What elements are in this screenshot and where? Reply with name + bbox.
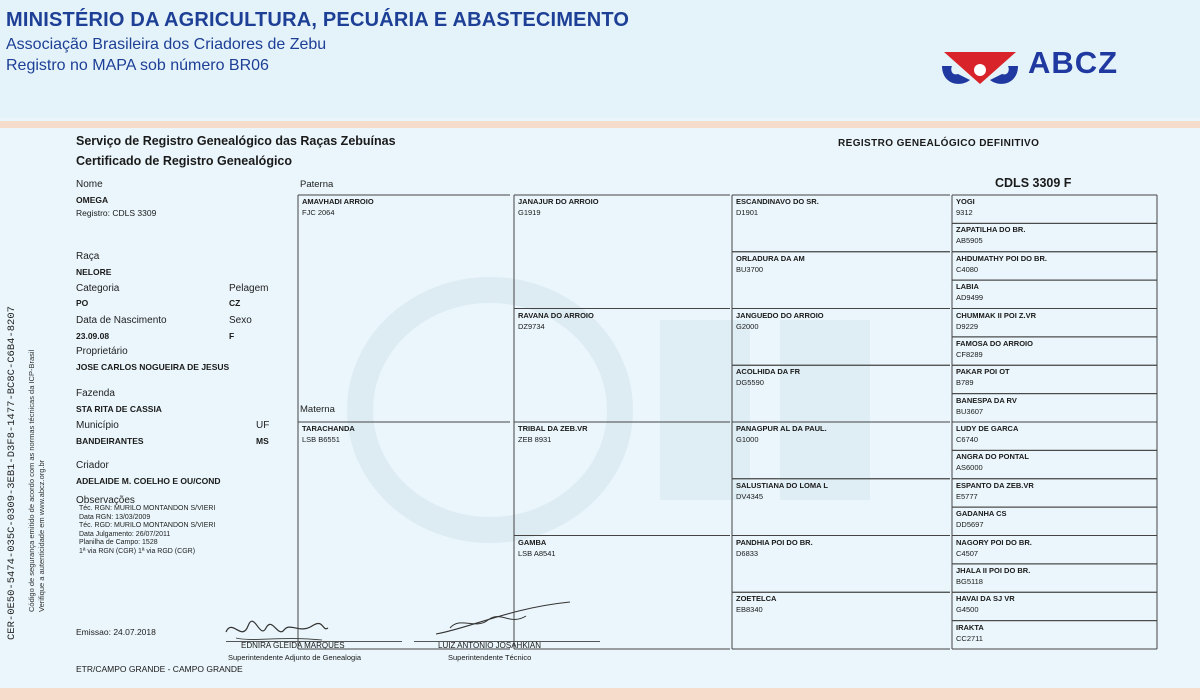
paterna-label: Paterna [300,179,334,190]
proprietario-label: Proprietário [76,346,128,357]
footer-unit: ETR/CAMPO GRANDE - CAMPO GRANDE [76,664,243,674]
ancestor-registry: ZEB 8931 [518,435,552,444]
ancestor-name: AHDUMATHY POI DO BR. [956,253,1047,263]
ancestor-registry: G1000 [736,435,759,444]
observation-line: Téc. RGN: MURILO MONTANDON S/VIERI [79,505,216,512]
ancestor-name: NAGORY POI DO BR. [956,537,1032,547]
municipio-value: BANDEIRANTES [76,436,144,446]
ancestor-name: ESPANTO DA ZEB.VR [956,480,1034,490]
ancestor-name: ZAPATILHA DO BR. [956,225,1026,235]
emission-date: Emissao: 24.07.2018 [76,627,156,637]
ancestor-name: YOGI [956,197,975,206]
ancestor-registry: FJC 2064 [302,208,335,217]
observacoes-label: Observações [76,495,135,506]
pedigree-entry [952,223,1157,251]
ancestor-name: TARACHANDA [302,424,355,433]
pelagem-label: Pelagem [229,283,269,294]
ancestor-name: GAMBA [518,537,547,547]
observation-line: Planilha de Campo: 1528 [79,539,158,547]
abcz-emblem-icon [940,44,1020,88]
ancestor-registry: BG5118 [956,576,983,586]
ancestor-registry: BU3700 [736,264,764,274]
pedigree-entry [514,422,730,536]
ancestor-name: CHUMMAK II POI Z.VR [956,310,1036,320]
service-title: Serviço de Registro Genealógico das Raças Zebuínas [76,134,396,148]
pedigree-entry [952,507,1157,535]
ancestor-name: LABIA [956,282,979,292]
security-note-2: Verifique a autenticidade em www.abcz.org.br [37,459,46,612]
raca-value: NELORE [76,267,112,277]
nascimento-value: 23.09.08 [76,331,110,341]
pedigree-entry [952,337,1157,365]
pedigree-entry [514,309,730,423]
ancestor-name: PAKAR POI OT [956,367,1010,377]
header-banner [0,0,1200,118]
pedigree-entry [732,252,950,309]
nome-label: Nome [76,179,103,190]
sexo-label: Sexo [229,315,252,326]
pedigree-entry [732,479,950,536]
pedigree-entry [952,252,1157,280]
ancestor-registry: G1919 [518,208,541,217]
pedigree-entry [952,309,1157,337]
pedigree-entry [732,365,950,422]
ancestor-registry: D1901 [736,208,759,217]
certificate-title: Certificado de Registro Genealógico [76,154,293,168]
criador-value: ADELAIDE M. COELHO E OU/COND [76,476,221,486]
signatory-1-role: Superintendente Adjunto de Genealogia [228,653,362,662]
ancestor-name: JHALA II POI DO BR. [956,565,1031,575]
ancestor-name: ANGRA DO PONTAL [956,452,1029,462]
ancestor-registry: C6740 [956,435,979,444]
ancestor-name: FAMOSA DO ARROIO [956,338,1033,348]
ancestor-registry: CF8289 [956,349,983,359]
signatory-2-name: LUIZ ANTONIO JOSAHKIAN [438,641,541,650]
ministry-title: MINISTÉRIO DA AGRICULTURA, PECUÁRIA E ABASTECIMENTO [6,9,630,31]
pedigree-entry [298,195,510,422]
ancestor-registry: B789 [956,378,974,388]
security-note-1: Código de segurança emitido de acordo com as normas técnicas da ICP-Brasil [27,349,36,612]
ancestor-name: LUDY DE GARCA [956,424,1019,433]
proprietario-value: JOSE CARLOS NOGUEIRA DE JESUS [76,362,230,372]
pedigree-entry [952,394,1157,422]
observation-line: Data RGN: 13/03/2009 [79,513,151,521]
security-code: CER-0E50-5474-035C-0309-3EB1-D3F8-1477-BC8C-C6B4-8207 [6,306,18,640]
registro-value: Registro: CDLS 3309 [76,208,157,218]
observation-line: Téc. RGD: MURILO MONTANDON S/VIERI [79,522,216,530]
pedigree-entry [298,422,510,649]
ancestor-name: JANGUEDO DO ARROIO [736,310,824,320]
pedigree-entry [732,195,950,252]
ancestor-name: AMAVHADI ARROIO [302,197,374,206]
certificate-code: CDLS 3309 F [995,176,1072,190]
pedigree-entry [952,479,1157,507]
ancestor-name: RAVANA DO ARROIO [518,310,594,320]
pedigree-entry [952,564,1157,592]
ancestor-registry: G2000 [736,321,759,331]
pedigree-entry [952,280,1157,308]
pedigree-entry [732,422,950,479]
categoria-value: PO [76,298,89,308]
ancestor-registry: C4507 [956,548,979,558]
registry-number: Registro no MAPA sob número BR06 [6,57,269,74]
nome-value: OMEGA [76,195,109,205]
fazenda-label: Fazenda [76,388,115,399]
ancestor-name: ACOLHIDA DA FR [736,367,801,377]
ancestor-registry: LSB A8541 [518,548,556,558]
ancestor-registry: 9312 [956,208,973,217]
raca-label: Raça [76,251,100,262]
pedigree-entry [952,450,1157,478]
pedigree-entry [514,536,730,650]
signatory-2-role: Superintendente Técnico [448,653,532,662]
registration-type: REGISTRO GENEALÓGICO DEFINITIVO [838,138,1040,149]
ancestor-name: JANAJUR DO ARROIO [518,197,599,206]
bottom-band [0,688,1200,700]
ancestor-name: SALUSTIANA DO LOMA L [736,480,828,490]
observations-list [79,505,215,557]
ancestor-registry: DZ9734 [518,321,545,331]
pedigree-entry [952,536,1157,564]
ancestor-name: PANDHIA POI DO BR. [736,537,813,547]
pedigree-entry [732,536,950,593]
ancestor-registry: AS6000 [956,463,983,473]
nascimento-label: Data de Nascimento [76,315,167,326]
pelagem-value: CZ [229,298,241,308]
ancestor-registry: AD9499 [956,293,984,303]
ancestor-registry: DG5590 [736,378,764,388]
pedigree-entry [952,365,1157,393]
ancestor-registry: AB5905 [956,236,983,246]
association-name: Associação Brasileira dos Criadores de Zebu [6,36,327,53]
ancestor-name: ESCANDINAVO DO SR. [736,197,819,206]
ancestor-registry: C4080 [956,264,979,274]
ancestor-registry: E5777 [956,491,978,501]
signatory-1-name: EDNIRA GLEIDA MARQUES [241,641,345,650]
ancestor-registry: D6833 [736,548,759,558]
municipio-label: Município [76,420,119,431]
ancestor-registry: BU3607 [956,406,984,416]
categoria-label: Categoria [76,283,120,294]
uf-value: MS [256,436,269,446]
uf-label: UF [256,420,270,431]
abcz-logo [940,44,1155,88]
sexo-value: F [229,331,235,341]
ancestor-registry: DV4345 [736,491,764,501]
ancestor-registry: DD5697 [956,520,984,530]
ancestor-name: ZOETELCA [736,594,777,604]
pedigree-entry [732,309,950,366]
pedigree-entry [732,592,950,649]
fazenda-value: STA RITA DE CASSIA [76,404,162,414]
ancestor-registry: LSB B6551 [302,435,340,444]
ancestor-name: IRAKTA [956,622,984,632]
ancestor-registry: D9229 [956,321,979,331]
ancestor-name: GADANHA CS [956,509,1007,519]
pedigree-entry [952,195,1157,223]
criador-label: Criador [76,460,109,471]
materna-label: Materna [300,404,335,415]
ancestor-name: HAVAI DA SJ VR [956,594,1015,604]
top-band [0,121,1200,128]
pedigree-entry [514,195,730,309]
ancestor-name: PANAGPUR AL DA PAUL. [736,424,827,433]
ancestor-name: BANESPA DA RV [956,395,1017,405]
pedigree-entry [952,592,1157,620]
ancestor-name: ORLADURA DA AM [736,253,805,263]
observation-line: Data Julgamento: 26/07/2011 [79,530,171,538]
ancestor-registry: CC2711 [956,633,983,643]
ancestor-name: TRIBAL DA ZEB.VR [518,424,588,433]
ancestor-registry: G4500 [956,605,979,615]
pedigree-entry [952,422,1157,450]
observation-line: 1ª via RGN (CGR) 1ª via RGD (CGR) [79,547,196,555]
logo-text: ABCZ [1028,45,1119,80]
pedigree-entry [952,621,1157,649]
ancestor-registry: EB8340 [736,605,763,615]
